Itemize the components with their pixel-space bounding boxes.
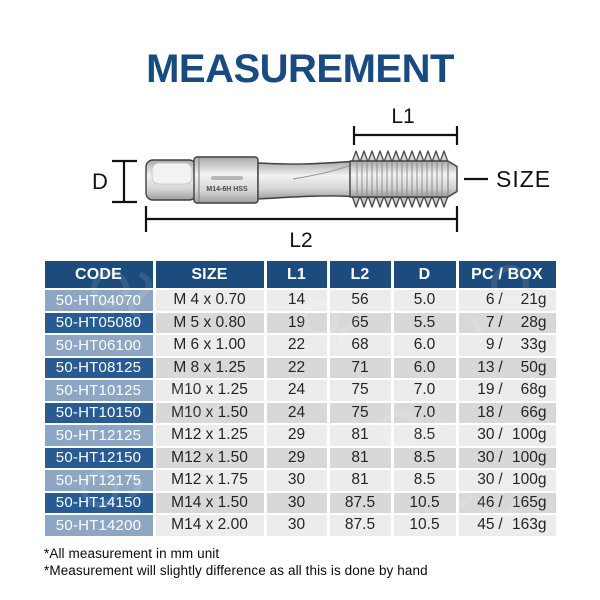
- tap-head-face: [152, 163, 192, 184]
- pc-box-separator: /: [498, 381, 503, 399]
- dim-d: [112, 161, 137, 202]
- cell-l1: 29: [267, 425, 327, 446]
- cell-l1: 14: [267, 290, 327, 311]
- pc-count: 30: [477, 471, 495, 489]
- table-row: [45, 380, 556, 401]
- cell-code: 50-HT12175: [45, 470, 153, 491]
- cell-code: 50-HT10150: [45, 403, 153, 424]
- cell-l1: 30: [267, 493, 327, 514]
- cell-l2: 81: [330, 470, 391, 491]
- cell-code: 50-HT04070: [45, 290, 153, 311]
- tap-brand-mark: [211, 176, 243, 180]
- cell-l1: 29: [267, 448, 327, 469]
- table-row: [45, 493, 556, 514]
- cell-pc-box: [459, 448, 556, 469]
- cell-d: 8.5: [394, 448, 456, 469]
- cell-size: M12 x 1.50: [156, 448, 264, 469]
- cell-d: 10.5: [394, 493, 456, 514]
- pc-box-separator: /: [498, 426, 503, 444]
- pc-box-separator: /: [498, 448, 503, 466]
- cell-size: M 6 x 1.00: [156, 335, 264, 356]
- table-row: [45, 290, 556, 311]
- spec-table: [42, 259, 559, 538]
- cell-size: M 4 x 0.70: [156, 290, 264, 311]
- cell-code: 50-HT14150: [45, 493, 153, 514]
- table-header: [45, 261, 556, 288]
- cell-l1: 30: [267, 470, 327, 491]
- cell-pc-box: [459, 358, 556, 379]
- box-weight: 21g: [520, 291, 547, 309]
- header-l2: L2: [330, 261, 391, 288]
- cell-l2: 81: [330, 425, 391, 446]
- box-weight: 68g: [520, 381, 547, 399]
- table-row: [45, 448, 556, 469]
- box-weight: 66g: [520, 403, 547, 421]
- header-code: CODE: [45, 261, 153, 288]
- cell-size: M10 x 1.25: [156, 380, 264, 401]
- box-weight: 33g: [520, 336, 547, 354]
- cell-l2: 75: [330, 403, 391, 424]
- box-weight: 165g: [512, 493, 547, 511]
- dim-label-l2: L2: [289, 229, 313, 252]
- tap-shank: [258, 162, 352, 200]
- cell-pc-box: [459, 335, 556, 356]
- box-weight: 28g: [520, 313, 547, 331]
- cell-d: 7.0: [394, 403, 456, 424]
- cell-pc-box: [459, 470, 556, 491]
- cell-l1: 22: [267, 358, 327, 379]
- dim-label-d: D: [92, 169, 108, 194]
- pc-box-separator: /: [498, 313, 503, 331]
- cell-l1: 24: [267, 403, 327, 424]
- cell-l1: 19: [267, 313, 327, 334]
- cell-code: 50-HT06100: [45, 335, 153, 356]
- pc-count: 13: [477, 358, 495, 376]
- cell-d: 8.5: [394, 470, 456, 491]
- box-weight: 50g: [520, 358, 547, 376]
- cell-size: M12 x 1.25: [156, 425, 264, 446]
- tap-drawing: [0, 99, 600, 259]
- pc-box-separator: /: [498, 493, 503, 511]
- tap-tool-illustration: [146, 151, 457, 207]
- cell-l2: 71: [330, 358, 391, 379]
- pc-count: 30: [477, 426, 495, 444]
- pc-count: 9: [485, 336, 495, 354]
- header-pc-box: PC / BOX: [459, 261, 556, 288]
- cell-l2: 87.5: [330, 515, 391, 536]
- pc-box-separator: /: [498, 471, 503, 489]
- pc-count: 6: [485, 291, 495, 309]
- table-row: [45, 358, 556, 379]
- box-weight: 163g: [512, 516, 547, 534]
- cell-d: 8.5: [394, 425, 456, 446]
- cell-l1: 24: [267, 380, 327, 401]
- cell-code: 50-HT12125: [45, 425, 153, 446]
- cell-pc-box: [459, 493, 556, 514]
- cell-pc-box: [459, 403, 556, 424]
- cell-l2: 65: [330, 313, 391, 334]
- cell-pc-box: [459, 380, 556, 401]
- cell-d: 10.5: [394, 515, 456, 536]
- cell-pc-box: [459, 313, 556, 334]
- cell-l2: 75: [330, 380, 391, 401]
- pc-count: 45: [477, 516, 495, 534]
- cell-d: 6.0: [394, 358, 456, 379]
- header-d: D: [394, 261, 456, 288]
- pc-box-separator: /: [498, 516, 503, 534]
- pc-box-separator: /: [498, 291, 503, 309]
- page-title: MEASUREMENT: [146, 47, 454, 91]
- pc-box-separator: /: [498, 403, 503, 421]
- cell-l2: 56: [330, 290, 391, 311]
- tap-marking-text: M14-6H HSS: [206, 186, 248, 193]
- cell-l1: 30: [267, 515, 327, 536]
- cell-l2: 87.5: [330, 493, 391, 514]
- footnotes: [44, 545, 600, 579]
- table-row: [45, 515, 556, 536]
- cell-size: M 5 x 0.80: [156, 313, 264, 334]
- pc-count: 46: [477, 493, 495, 511]
- pc-box-separator: /: [498, 358, 503, 376]
- cell-size: M 8 x 1.25: [156, 358, 264, 379]
- table-row: [45, 470, 556, 491]
- pc-count: 18: [477, 403, 495, 421]
- table-row: [45, 403, 556, 424]
- tap-diagram: [0, 99, 600, 259]
- cell-d: 6.0: [394, 335, 456, 356]
- cell-d: 5.5: [394, 313, 456, 334]
- cell-code: 50-HT08125: [45, 358, 153, 379]
- spec-table-wrap: [40, 259, 560, 538]
- cell-d: 5.0: [394, 290, 456, 311]
- table-body: [45, 290, 556, 536]
- dim-label-l1: L1: [391, 105, 415, 128]
- cell-l2: 68: [330, 335, 391, 356]
- cell-code: 50-HT10125: [45, 380, 153, 401]
- pc-count: 7: [485, 313, 495, 331]
- table-row: [45, 335, 556, 356]
- cell-code: 50-HT05080: [45, 313, 153, 334]
- cell-code: 50-HT12150: [45, 448, 153, 469]
- tap-thread-crests: [353, 163, 446, 196]
- cell-size: M12 x 1.75: [156, 470, 264, 491]
- cell-size: M14 x 2.00: [156, 515, 264, 536]
- dim-label-size: SIZE: [496, 166, 552, 192]
- header-size: SIZE: [156, 261, 264, 288]
- table-row: [45, 313, 556, 334]
- cell-d: 7.0: [394, 380, 456, 401]
- cell-pc-box: [459, 515, 556, 536]
- cell-l2: 81: [330, 448, 391, 469]
- cell-size: M10 x 1.50: [156, 403, 264, 424]
- box-weight: 100g: [512, 448, 547, 466]
- footnote-tolerance: *Measurement will slightly difference as all this is done by hand: [44, 562, 428, 578]
- pc-count: 30: [477, 448, 495, 466]
- cell-size: M14 x 1.50: [156, 493, 264, 514]
- box-weight: 100g: [512, 426, 547, 444]
- footnote-units: *All measurement in mm unit: [44, 545, 220, 561]
- cell-l1: 22: [267, 335, 327, 356]
- header-l1: L1: [267, 261, 327, 288]
- dim-l1: [354, 126, 457, 145]
- table-row: [45, 425, 556, 446]
- box-weight: 100g: [512, 471, 547, 489]
- cell-code: 50-HT14200: [45, 515, 153, 536]
- cell-pc-box: [459, 290, 556, 311]
- pc-count: 19: [477, 381, 495, 399]
- cell-pc-box: [459, 425, 556, 446]
- pc-box-separator: /: [498, 336, 503, 354]
